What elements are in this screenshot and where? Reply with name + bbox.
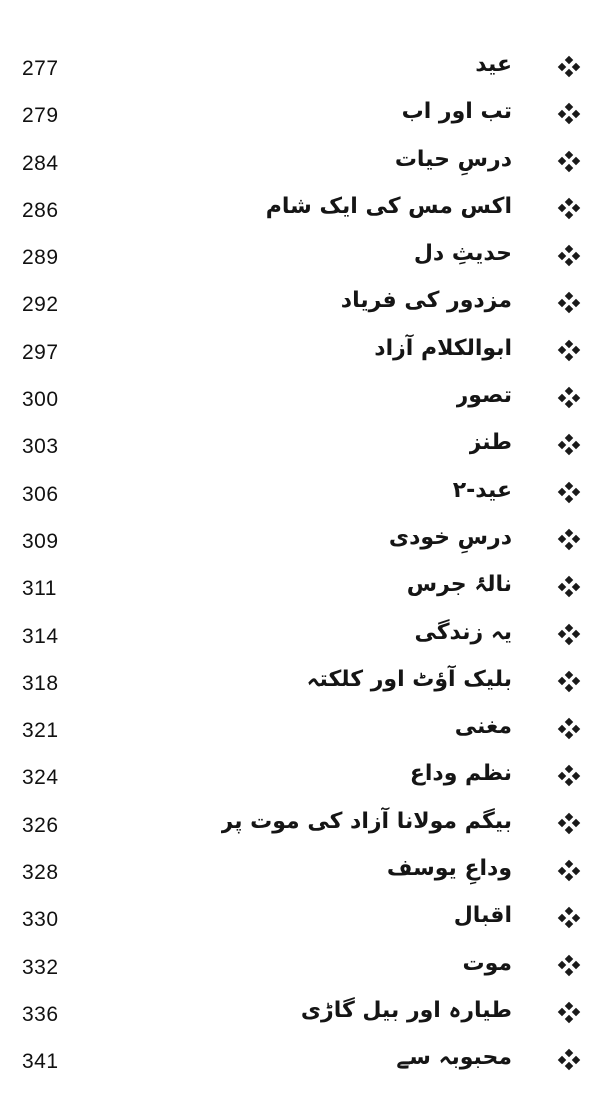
entry-title: اکس مس کی ایک شام <box>265 193 512 219</box>
page-number: 328 <box>22 861 59 885</box>
diamond-bullet-icon <box>558 907 580 929</box>
page-number: 303 <box>22 435 59 459</box>
diamond-bullet-icon <box>558 765 580 787</box>
page-number: 318 <box>22 671 59 695</box>
entry-title: محبوبہ سے <box>396 1045 512 1071</box>
page-number: 300 <box>22 388 59 412</box>
entry-title: بیگم مولانا آزاد کی موت پر <box>220 808 512 834</box>
page-number: 277 <box>22 57 59 80</box>
diamond-bullet-icon <box>558 813 580 835</box>
entry-title: درسِ خودی <box>388 524 512 550</box>
page-number: 330 <box>22 908 59 932</box>
entry-title: عید <box>475 52 512 77</box>
page-number: 297 <box>22 340 59 364</box>
page-number: 311 <box>22 577 57 601</box>
toc-entry <box>0 616 600 663</box>
toc-entry <box>0 190 600 237</box>
page-number: 314 <box>22 624 59 648</box>
diamond-bullet-icon <box>558 292 580 314</box>
toc-entry <box>0 852 600 899</box>
toc-entry <box>0 48 600 95</box>
toc-entry <box>0 994 600 1041</box>
entry-title: مزدور کی فریاد <box>340 288 512 314</box>
entry-title: نالۂ جرس <box>406 572 512 598</box>
diamond-bullet-icon <box>558 624 580 646</box>
diamond-bullet-icon <box>558 198 580 220</box>
toc-entry <box>0 237 600 284</box>
toc-entry <box>0 757 600 804</box>
toc-entry <box>0 521 600 568</box>
toc-entry <box>0 426 600 473</box>
diamond-bullet-icon <box>558 955 580 977</box>
entry-title: وداعِ یوسف <box>386 856 512 882</box>
page-number: 341 <box>22 1050 59 1074</box>
toc-entry <box>0 379 600 426</box>
toc-entry <box>0 1041 600 1088</box>
diamond-bullet-icon <box>558 434 580 456</box>
diamond-bullet-icon <box>558 482 580 504</box>
toc-entry <box>0 95 600 142</box>
entry-title: نظم وداع <box>409 761 512 787</box>
diamond-bullet-icon <box>558 671 580 693</box>
page-number: 321 <box>22 719 59 743</box>
page-number: 332 <box>22 955 59 979</box>
entry-title: ابوالکلام آزاد <box>374 335 512 361</box>
entry-title: تب اور اب <box>401 99 512 125</box>
toc-entry <box>0 663 600 710</box>
entry-title: اقبال <box>453 903 512 929</box>
entry-title: موت <box>462 950 512 976</box>
diamond-bullet-icon <box>558 718 580 740</box>
page-number: 324 <box>22 766 59 790</box>
entry-title: یہ زندگی <box>414 619 512 645</box>
diamond-bullet-icon <box>558 103 580 125</box>
page-number: 292 <box>22 293 59 317</box>
toc-entry <box>0 143 600 190</box>
diamond-bullet-icon <box>558 529 580 551</box>
diamond-bullet-icon <box>558 1049 580 1071</box>
diamond-bullet-icon <box>558 387 580 409</box>
page-number: 336 <box>22 1002 59 1026</box>
page-number: 289 <box>22 246 59 270</box>
page-number: 286 <box>22 198 59 222</box>
diamond-bullet-icon <box>558 245 580 267</box>
entry-title: درسِ حیات <box>394 146 512 172</box>
page-number: 279 <box>22 104 59 128</box>
entry-title: حدیثِ دل <box>413 241 512 267</box>
toc-entry <box>0 332 600 379</box>
toc-entry <box>0 284 600 331</box>
page-number: 326 <box>22 813 59 837</box>
diamond-bullet-icon <box>558 860 580 882</box>
diamond-bullet-icon <box>558 56 580 78</box>
diamond-bullet-icon <box>558 151 580 173</box>
diamond-bullet-icon <box>558 340 580 362</box>
entry-title: عید-۲ <box>452 477 512 503</box>
entry-title: تصور <box>455 383 512 409</box>
page-number: 309 <box>22 529 59 553</box>
entry-title: بلیک آؤٹ اور کلکتہ <box>306 666 512 692</box>
page-number: 306 <box>22 482 59 506</box>
toc-entry <box>0 568 600 615</box>
diamond-bullet-icon <box>558 576 580 598</box>
toc-entry <box>0 805 600 852</box>
toc-entry <box>0 947 600 994</box>
diamond-bullet-icon <box>558 1002 580 1024</box>
toc-entry <box>0 474 600 521</box>
entry-title: طیارہ اور بیل گاڑی <box>300 997 512 1023</box>
page-number: 284 <box>22 151 59 175</box>
entry-title: مغنی <box>454 714 512 740</box>
entry-title: طنز <box>468 430 512 456</box>
toc-entry <box>0 710 600 757</box>
table-of-contents <box>0 48 600 1089</box>
toc-entry <box>0 899 600 946</box>
